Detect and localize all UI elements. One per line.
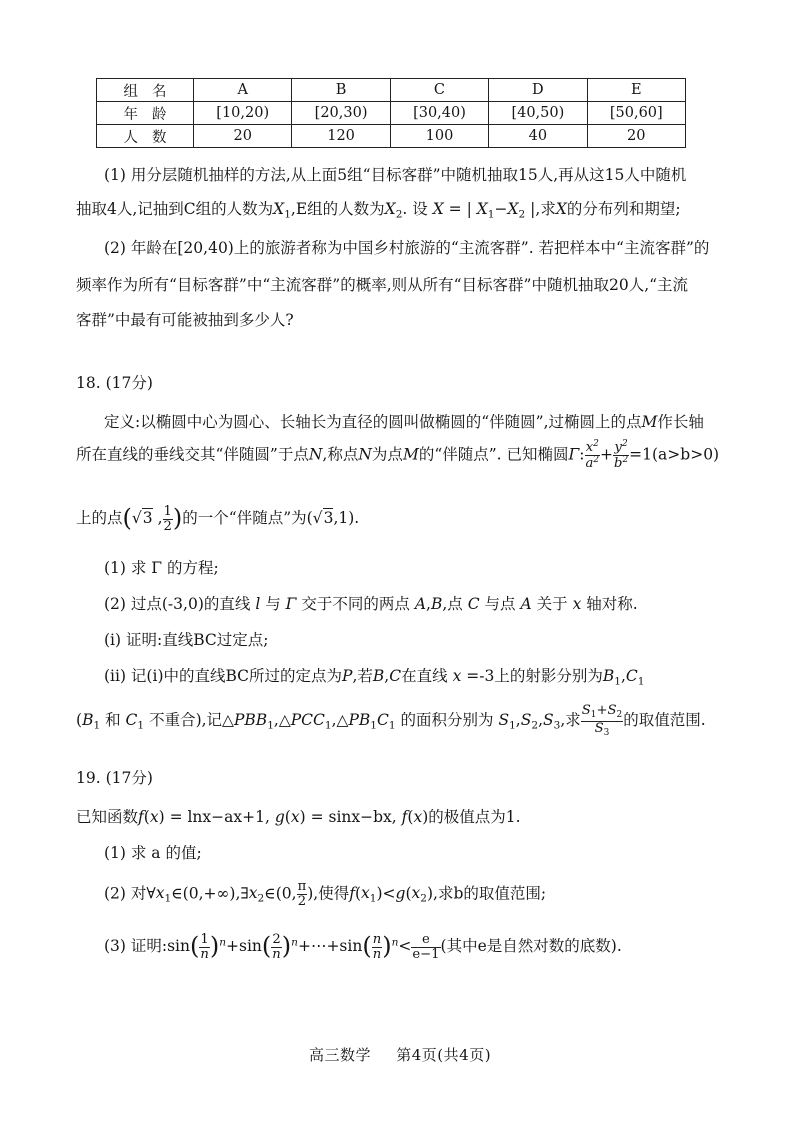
math: l (255, 595, 261, 613)
text: 抽取4人,记抽到C组的人数为 (76, 200, 274, 218)
q17-part1-line2: 抽取4人,记抽到C组的人数为$X_1,E$组的人数为$X_2$. 设 X = | $X_1-X_2$ |,求X的分布列和期望; (76, 200, 681, 221)
page-footer (0, 1044, 800, 1065)
math: x (572, 595, 582, 613)
table-row (97, 79, 686, 102)
q19-part3: (3) 证明:sin( $\frac{1}{n}$ )$^n$+sin( $\frac{2}{n}$ )$^n$+⋯+sin( $\frac{n}{n}$ )$^n$< $\frac{e}{e-1}$ (其中e是自然对数的底数). (104, 931, 622, 962)
table-cell: 组名 (97, 79, 194, 102)
text: ,点 (442, 595, 463, 613)
text: =-3上的射影分别为 (466, 667, 603, 685)
math: √3 (131, 509, 153, 528)
table-cell: [40,50) (489, 102, 587, 125)
math: B (372, 667, 385, 685)
footer-page-number: 第4页(共4页) (396, 1046, 492, 1064)
table-cell: [30,40) (390, 102, 488, 125)
fraction: $\frac{1}{n}$ (200, 931, 209, 962)
text: 关于 (536, 595, 568, 613)
math: g (395, 884, 406, 903)
math: N (358, 445, 372, 464)
q18-part2-i: (i) 证明:直线BC过定点; (104, 631, 269, 649)
fraction: $\frac{\pi}{2}$ (297, 879, 307, 909)
text: = lnx−ax+1, (169, 808, 270, 826)
text: 已知函数 (76, 808, 139, 826)
math: $PBB_1$ (233, 711, 274, 732)
table-cell: 人数 (97, 125, 194, 148)
math: √3 (312, 509, 334, 528)
table-cell: D (489, 79, 587, 102)
math: A (414, 595, 427, 613)
fraction: $\frac{x^2}{a^2}$ (585, 439, 600, 471)
q18-definition-line3: 上的点(√3 , $\frac{1}{2}$ )的一个“伴随点”为(√3,1). (76, 503, 360, 534)
math: $x_1$ (155, 884, 172, 906)
table-cell: [20,30) (292, 102, 390, 125)
age-group-table (96, 78, 686, 148)
math: X (555, 200, 567, 218)
math: Γ (285, 595, 297, 613)
math: x (452, 667, 462, 685)
text: 在直线 (401, 667, 448, 685)
table-cell: [50,60] (587, 102, 685, 125)
text: 的“伴随点”. 已知椭圆 (418, 445, 569, 464)
text: (3) 证明:sin (104, 937, 190, 956)
fraction: $\frac{2}{n}$ (272, 931, 281, 962)
table-cell: C (390, 79, 488, 102)
text: 的极值点为1. (428, 808, 521, 826)
text: 与 (265, 595, 281, 613)
text: ,E组的人数为 (290, 200, 385, 218)
q18-part2: (2) 过点(-3,0)的直线 l 与 Γ 交于不同的两点 A,B,点 C 与点 A 关于 x 轴对称. (104, 595, 638, 613)
text: 的一个“伴随点”为( (182, 509, 313, 528)
q17-part1-line1: (1) 用分层随机抽样的方法,从上面5组“目标客群”中随机抽取15人,再从这15人中随机 (104, 166, 687, 184)
text: =1(a>b>0) (629, 445, 720, 464)
math: A (520, 595, 532, 613)
math: f (349, 884, 355, 903)
math: g (274, 808, 285, 826)
text: (2) 对∀ (104, 884, 156, 903)
text: 为点 (371, 445, 403, 464)
q17-part2-line3: 客群”中最有可能被抽到多少人? (76, 311, 294, 329)
q17-part2-line1: (2) 年龄在[20,40)上的旅游者称为中国乡村旅游的“主流客群”. 若把样本中“主流客群”的 (104, 239, 710, 257)
math: Γ (568, 445, 580, 464)
fraction: $\frac{n}{n}$ (372, 931, 382, 962)
text: < (398, 937, 412, 956)
text: ,△ (273, 711, 291, 730)
q17-part2-line2: 频率作为所有“目标客群”中“主流客群”的概率,则从所有“目标客群”中随机抽取20人,“主流 (76, 276, 689, 294)
math: $S_2$ (520, 711, 539, 732)
text: (其中e是自然对数的底数). (440, 937, 622, 956)
math: P (342, 667, 353, 685)
table-cell: A (194, 79, 292, 102)
q19-part1: (1) 求 a 的值; (104, 844, 202, 862)
text: 所在直线的垂线交其“伴随圆”于点 (76, 445, 309, 464)
table-cell: 40 (489, 125, 587, 148)
math: C (467, 595, 480, 613)
q18-definition-line2: 所在直线的垂线交其“伴随圆”于点N,称点N为点M的“伴随点”. 已知椭圆Γ: $\frac{x^2}{a^2}$ + $\frac{y^2}{b^2}$ =1(a>b>0) (76, 439, 720, 471)
text: 不重合),记△ (149, 711, 234, 730)
fraction: $\frac{S_1+S_2}{S_3}$ (581, 703, 623, 738)
table-cell: 120 (292, 125, 390, 148)
table-cell: 20 (194, 125, 292, 148)
math: $PCC_1$ (290, 711, 332, 732)
q19-part2: (2) 对$\forall x_1\in(0,+\infty),\exists x_2\in(0$, $\frac{\pi}{2}$ ),使得$f(x_1)<g(x_2)$,求b的取值范围; (104, 879, 547, 909)
q18-part2-ii-cont: ($B_1$ 和 $C_1$ 不重合),记$\triangle PBB_1,\triangle PCC_1,\triangle PB_1C_1$ 的面积分别为 $S_1,S_2,S_3$,求 $\frac{S_1+S_2}{S_3}$ 的取值范围. (76, 703, 706, 738)
text: 与点 (484, 595, 516, 613)
math: $x_2$ (248, 884, 265, 906)
text: 的面积分别为 (400, 711, 494, 730)
math: $C_1$ (625, 667, 645, 688)
text: 轴对称. (586, 595, 638, 613)
math: B (430, 595, 443, 613)
q18-part2-ii: (ii) 记(i)中的直线BC所过的定点为P,若B,C在直线 x =-3上的射影分别为$B_1,C_1$ (104, 667, 645, 688)
text: (2) 过点(-3,0)的直线 (104, 595, 251, 613)
table-cell: E (587, 79, 685, 102)
math: $S_3$ (543, 711, 561, 732)
math: $X_1-X_2$ (476, 200, 526, 221)
math: X (432, 200, 444, 218)
text: ,求 (560, 711, 581, 730)
math: f (401, 808, 408, 826)
text: +sin (226, 937, 262, 956)
table-cell: 年龄 (97, 102, 194, 125)
text: ,1). (333, 509, 360, 528)
text: < (382, 884, 396, 903)
text: . 设 (402, 200, 428, 218)
math: M (641, 413, 658, 431)
q18-title: 18. (17分) (76, 374, 153, 392)
text: +⋯+sin (297, 937, 363, 956)
q19-stem: 已知函数f(x) = lnx−ax+1, g(x) = sinx−bx, f(x)的极值点为1. (76, 808, 521, 826)
q19-title: 19. (17分) (76, 769, 153, 787)
text: ,求b的取值范围; (433, 884, 547, 903)
q18-part1: (1) 求 Γ 的方程; (104, 559, 219, 577)
text: 定义:以椭圆中心为圆心、长轴长为直径的圆叫做椭圆的“伴随圆”,过椭圆上的点 (104, 413, 642, 431)
math: $C_1$ (125, 711, 145, 732)
math: $PB_1C_1$ (348, 711, 396, 732)
text: 交于不同的两点 (301, 595, 410, 613)
text: 上的点 (76, 509, 123, 528)
text: ,若 (352, 667, 373, 685)
text: ,△ (331, 711, 349, 730)
text: ,称点 (322, 445, 359, 464)
math: $X_1$ (273, 200, 291, 221)
text: 的取值范围. (623, 711, 706, 730)
math: $S_1$ (498, 711, 516, 732)
fraction: $\frac{y^2}{b^2}$ (614, 439, 629, 471)
table-cell: B (292, 79, 390, 102)
text: (ii) 记(i)中的直线BC所过的定点为 (104, 667, 343, 685)
text: ∈(0, (264, 884, 297, 903)
footer-subject: 高三数学 (308, 1046, 371, 1064)
math: f (138, 808, 144, 826)
text: ),使得 (307, 884, 350, 903)
text: 和 (105, 711, 121, 730)
math: $B_1$ (82, 711, 101, 732)
table-cell: 100 (390, 125, 488, 148)
math: M (402, 445, 419, 464)
fraction: $\frac{e}{e-1}$ (412, 931, 440, 962)
table-cell: [10,20) (194, 102, 292, 125)
text: = sinx−bx, (310, 808, 397, 826)
text: ( (76, 711, 83, 730)
math: N (308, 445, 323, 464)
text: ∈(0,+∞),∃ (171, 884, 249, 903)
table-cell: 20 (587, 125, 685, 148)
math: $B_1$ (602, 667, 621, 688)
fraction: $\frac{1}{2}$ (163, 503, 172, 534)
table-row (97, 125, 686, 148)
text: 作长轴 (657, 413, 704, 431)
math: $X_2$ (384, 200, 403, 221)
text: 的分布列和期望; (566, 200, 681, 218)
table-row (97, 102, 686, 125)
text: ,求 (535, 200, 556, 218)
math: C (389, 667, 402, 685)
q18-definition-line1 (104, 410, 704, 432)
